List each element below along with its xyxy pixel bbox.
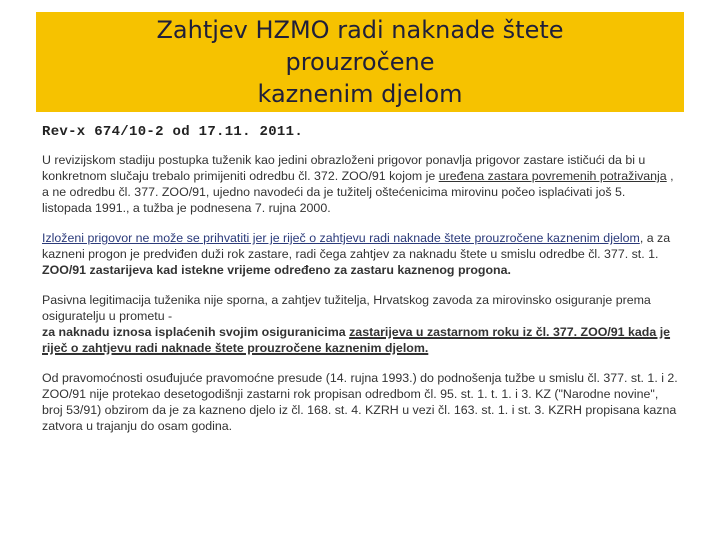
paragraph-3 (42, 292, 678, 356)
paragraph-2 (42, 230, 678, 278)
paragraph-1 (42, 152, 678, 216)
slide-title (80, 14, 640, 110)
paragraph-1-text-a: U revizijskom stadiju postupka tuženik kao jedini obrazloženi prigovor ponavlja prigovor zastare ističući da bi u konkretnom slučaju trebalo primijeniti odredbu čl. 372. ZOO/91 kojom je (42, 153, 646, 183)
paragraph-4: Od pravomoćnosti osuđujuće pravomoćne presude (14. rujna 1993.) do podnošenja tužbe u smislu čl. 377. st. 1. i 2. ZOO/91 nije protekao desetogodišnji zastarni rok propisan odredbom čl. 95. st. 1. t. 1. i 3. KZ ("Narodne novine", broj 53/91) obzirom da je za kazneno djelo iz čl. 168. st. 4. KZRH u vezi čl. 163. st. 1. i st. 3. KZRH propisana kazna zatvora u trajanju do osam godina. (42, 371, 678, 433)
paragraph-2-underlined: Izloženi prigovor ne može se prihvatiti jer je riječ o zahtjevu radi naknade štete prouzročene kaznenim djelom (42, 231, 640, 245)
paragraph-3-text-a: Pasivna legitimacija tuženika nije sporna, a zahtjev tužitelja, Hrvatskog zavoda za mirovinsko osiguranje prema osiguratelju u prometu - (42, 293, 651, 323)
slide-title-line1: Zahtjev HZMO radi naknade štete prouzročene (156, 16, 564, 76)
paragraph-3-bold: za naknadu iznosa isplaćenih svojim osiguranicima (42, 325, 350, 339)
title-banner (36, 12, 684, 112)
paragraph-3-bold-underlined: zastarijeva u zastarnom roku iz čl. 377. ZOO/91 kada je riječ o zahtjevu radi naknade štete prouzročene kaznenim djelom. (42, 325, 671, 355)
paragraph-1-text-b: , a ne odredbu čl. 377. ZOO/91, ujedno navodeći da je tužitelj oštećenicima mirovinu počeo isplaćivati još 5. listopada 1991., a tužba je podnesena 7. rujna 2000. (42, 169, 674, 215)
slide-title-line2: kaznenim djelom (257, 80, 463, 108)
slide-content (42, 124, 678, 448)
paragraph-2-text-a: , a za kazneni progon je predviđen duži rok zastare, radi čega zahtjev za naknadu štete u smislu odredbe čl. 377. st. 1. (42, 231, 671, 261)
paragraph-2-bold: ZOO/91 zastarijeva kad istekne vrijeme određeno za zastaru kaznenog progona. (42, 263, 511, 277)
case-reference: Rev-x 674/10-2 od 17.11. 2011. (42, 124, 304, 140)
paragraph-1-underlined: uređena zastara povremenih potraživanja (438, 169, 667, 183)
